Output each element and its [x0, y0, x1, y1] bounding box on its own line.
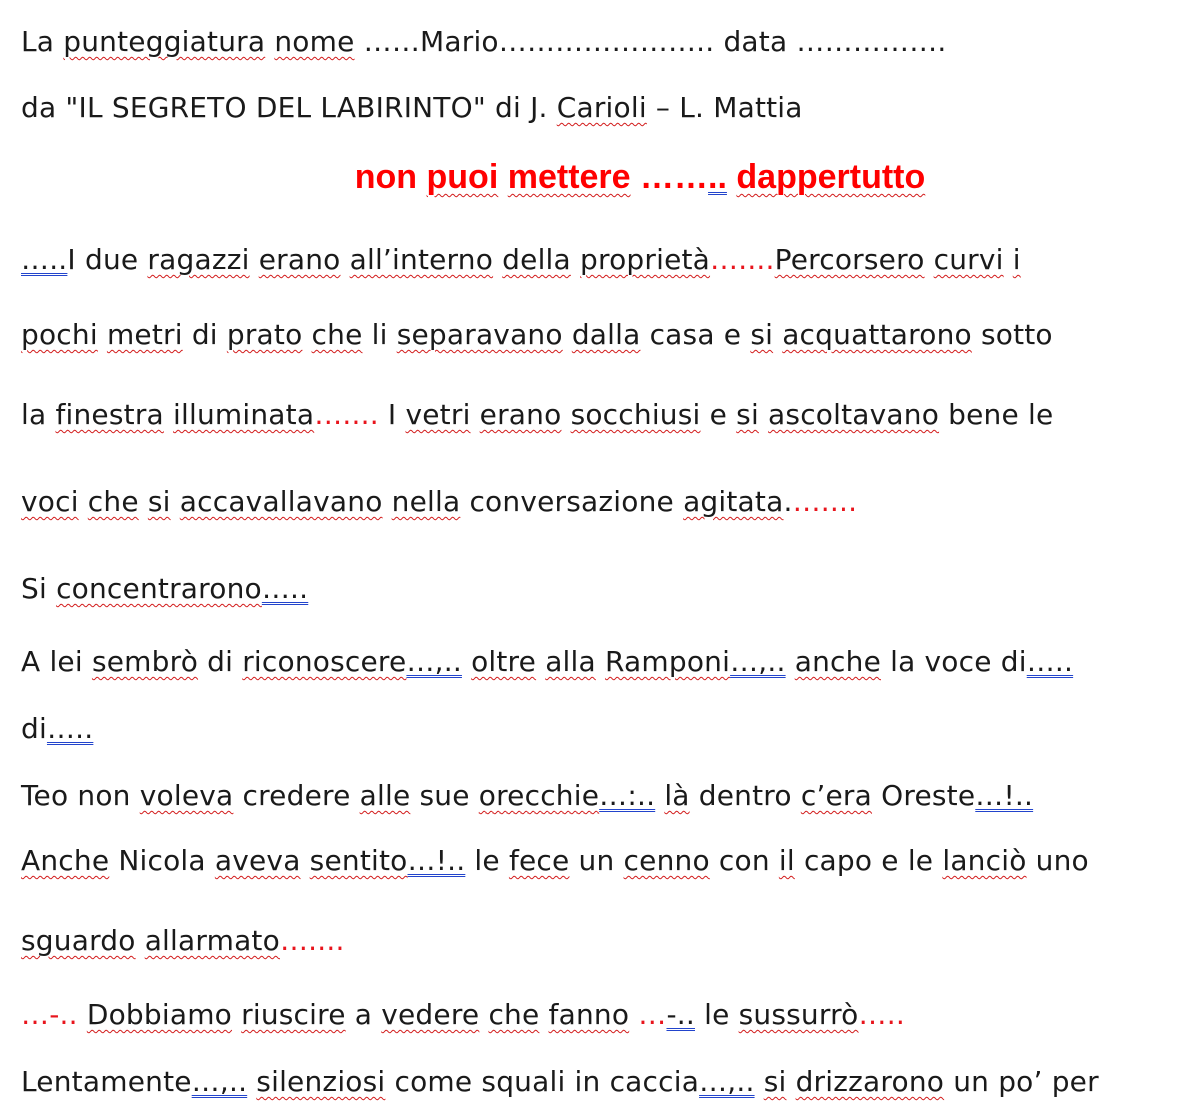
- flagged-word: il: [778, 844, 795, 877]
- text-run: Si: [21, 572, 57, 605]
- flagged-word: riuscire: [241, 998, 346, 1031]
- paragraph-line: [21, 1065, 1099, 1099]
- text-run: La: [21, 25, 64, 58]
- text-run: [164, 398, 173, 431]
- flagged-word: ascoltavano: [768, 398, 940, 431]
- text-run: la: [21, 398, 56, 431]
- flagged-word: Anche: [21, 844, 110, 877]
- text-run: [1004, 243, 1013, 276]
- flagged-word: orecchie: [478, 779, 600, 812]
- text-run: non: [354, 158, 427, 196]
- flagged-word: mettere: [507, 158, 631, 196]
- flagged-word: sentito: [309, 844, 408, 877]
- text-run: – L. Mattia: [646, 91, 803, 124]
- text-run: [232, 998, 241, 1031]
- flagged-word: che: [488, 998, 540, 1031]
- text-run: [462, 645, 471, 678]
- text-run: [561, 398, 570, 431]
- text-run: conversazione: [460, 485, 684, 518]
- paragraph-line: [21, 924, 345, 958]
- flagged-word: nella: [391, 485, 461, 518]
- flagged-word: sguardo: [21, 924, 136, 957]
- text-run: Nicola: [109, 844, 215, 877]
- flagged-word: dappertutto: [736, 158, 926, 196]
- paragraph-line: [21, 844, 1089, 878]
- text-run: [493, 243, 502, 276]
- text-run: [563, 318, 572, 351]
- paragraph-line: [21, 998, 905, 1032]
- punctuation-blank: …,..: [191, 1065, 248, 1098]
- punctuation-blank: ..: [708, 158, 727, 196]
- flagged-word: vetri: [405, 398, 471, 431]
- flagged-word: curvi: [933, 243, 1004, 276]
- flagged-word: illuminata: [173, 398, 315, 431]
- text-run: [596, 645, 605, 678]
- text-run: [755, 1065, 764, 1098]
- flagged-word: oltre: [471, 645, 537, 678]
- paragraph-line: [21, 398, 1053, 432]
- flagged-word: della: [502, 243, 571, 276]
- document-title: [0, 157, 1200, 197]
- flagged-word: anche: [794, 645, 881, 678]
- text-run: di: [198, 645, 243, 678]
- text-run: ……: [630, 158, 709, 196]
- flagged-word: all’interno: [349, 243, 494, 276]
- flagged-word: aveva: [214, 844, 301, 877]
- text-run: [571, 243, 580, 276]
- text-run: A lei: [21, 645, 92, 678]
- text-run: [265, 25, 274, 58]
- paragraph-line: [21, 243, 1021, 277]
- text-run: con: [709, 844, 779, 877]
- text-run: sotto: [971, 318, 1053, 351]
- flagged-word: si: [736, 398, 759, 431]
- text-run: [925, 243, 934, 276]
- flagged-word: si: [147, 485, 171, 518]
- text-run: [247, 1065, 256, 1098]
- text-run: credere: [233, 779, 360, 812]
- text-run: I: [378, 398, 406, 431]
- flagged-word: pochi: [21, 318, 98, 351]
- text-run: le: [695, 998, 739, 1031]
- text-run: [136, 924, 145, 957]
- text-run: [79, 485, 88, 518]
- text-run: di: [182, 318, 227, 351]
- punctuation-blank: …,..: [730, 645, 786, 678]
- punctuation-blank: …..: [21, 243, 68, 276]
- text-run: …....: [279, 924, 345, 957]
- text-run: ……Mario………………….. data …………….: [354, 25, 947, 58]
- text-run: Oreste: [872, 779, 976, 812]
- paragraph-line: [21, 572, 308, 606]
- flagged-word: vedere: [381, 998, 480, 1031]
- text-run: [536, 645, 545, 678]
- punctuation-blank: …:..: [599, 779, 656, 812]
- text-run: [302, 318, 311, 351]
- text-run: [471, 398, 480, 431]
- text-run: Lentamente: [21, 1065, 192, 1098]
- flagged-word: lanciò: [942, 844, 1027, 877]
- flagged-word: riconoscere: [242, 645, 407, 678]
- text-run: [786, 645, 795, 678]
- flagged-word: si: [763, 1065, 787, 1098]
- text-run: bene le: [939, 398, 1054, 431]
- text-run: [98, 318, 107, 351]
- text-run: di: [21, 712, 47, 745]
- text-run: [341, 243, 350, 276]
- text-run: casa e: [640, 318, 751, 351]
- flagged-word: alle: [359, 779, 411, 812]
- flagged-word: i: [1012, 243, 1021, 276]
- text-run: [139, 485, 148, 518]
- flagged-word: erano: [479, 398, 562, 431]
- flagged-word: voci: [21, 485, 79, 518]
- flagged-word: dalla: [571, 318, 641, 351]
- text-run: …....: [710, 243, 775, 276]
- paragraph-line: [21, 485, 857, 519]
- flagged-word: Percorsero: [774, 243, 925, 276]
- punctuation-blank: …..: [1026, 645, 1074, 678]
- flagged-word: finestra: [55, 398, 164, 431]
- flagged-word: puoi: [426, 158, 499, 196]
- flagged-word: c’era: [800, 779, 873, 812]
- flagged-word: acquattarono: [782, 318, 972, 351]
- punctuation-blank: …,..: [406, 645, 462, 678]
- text-run: …-..: [21, 998, 78, 1031]
- text-run: …....: [792, 485, 858, 518]
- text-run: Teo non: [21, 779, 140, 812]
- flagged-word: ragazzi: [147, 243, 250, 276]
- text-run: capo e le: [794, 844, 943, 877]
- flagged-word: socchiusi: [570, 398, 701, 431]
- text-run: la voce di: [881, 645, 1027, 678]
- flagged-word: voleva: [139, 779, 234, 812]
- flagged-word: là: [664, 779, 690, 812]
- text-run: sue: [410, 779, 479, 812]
- text-run: [655, 779, 664, 812]
- flagged-word: sembrò: [91, 645, 199, 678]
- text-run: [171, 485, 180, 518]
- flagged-word: cenno: [623, 844, 710, 877]
- flagged-word: drizzarono: [795, 1065, 945, 1098]
- punctuation-blank: …..: [261, 572, 309, 605]
- flagged-word: metri: [106, 318, 183, 351]
- text-run: dentro: [689, 779, 801, 812]
- text-run: e: [700, 398, 737, 431]
- punctuation-blank: …!..: [975, 779, 1034, 812]
- flagged-word: separavano: [396, 318, 563, 351]
- text-run: [301, 844, 310, 877]
- flagged-word: silenziosi: [256, 1065, 386, 1098]
- flagged-word: fece: [508, 844, 570, 877]
- flagged-word: Dobbiamo: [86, 998, 233, 1031]
- flagged-word: agitata: [683, 485, 784, 518]
- flagged-word: allarmato: [144, 924, 280, 957]
- punctuation-blank: …!..: [407, 844, 466, 877]
- text-run: I due: [67, 243, 148, 276]
- text-run: le: [465, 844, 509, 877]
- text-run: li: [362, 318, 397, 351]
- source-line: [21, 91, 803, 125]
- text-run: [498, 158, 507, 196]
- text-run: uno: [1026, 844, 1089, 877]
- punctuation-blank: …..: [46, 712, 94, 745]
- flagged-word: prato: [226, 318, 303, 351]
- text-run: [539, 998, 548, 1031]
- flagged-word: concentrarono: [56, 572, 262, 605]
- paragraph-line: [21, 712, 93, 746]
- flagged-word: fanno: [548, 998, 630, 1031]
- text-run: [727, 158, 736, 196]
- text-run: [773, 318, 782, 351]
- text-run: [786, 1065, 795, 1098]
- flagged-word: si: [750, 318, 774, 351]
- paragraph-line: [21, 645, 1073, 679]
- flagged-word: erano: [258, 243, 341, 276]
- flagged-word: proprietà: [580, 243, 711, 276]
- paragraph-line: [21, 779, 1033, 813]
- punctuation-blank: -..: [666, 998, 695, 1031]
- flagged-word: che: [311, 318, 363, 351]
- flagged-word: punteggiatura: [63, 25, 266, 58]
- flagged-word: Ramponi: [604, 645, 731, 678]
- text-run: [759, 398, 768, 431]
- text-run: .: [783, 485, 793, 518]
- text-run: [250, 243, 259, 276]
- text-run: …: [629, 998, 667, 1031]
- header-line: [21, 25, 947, 59]
- text-run: …....: [314, 398, 379, 431]
- flagged-word: nome: [274, 25, 355, 58]
- punctuation-blank: …,..: [699, 1065, 755, 1098]
- flagged-word: sussurrò: [738, 998, 859, 1031]
- text-run: [383, 485, 392, 518]
- text-run: un: [569, 844, 624, 877]
- text-run: a: [345, 998, 382, 1031]
- flagged-word: che: [87, 485, 139, 518]
- text-run: …..: [858, 998, 905, 1031]
- paragraph-line: [21, 318, 1053, 352]
- text-run: un po’ per: [944, 1065, 1099, 1098]
- text-run: da "IL SEGRETO DEL LABIRINTO" di J.: [21, 91, 557, 124]
- flagged-word: alla: [545, 645, 596, 678]
- flagged-word: Carioli: [556, 91, 647, 124]
- text-run: come squali in caccia: [385, 1065, 700, 1098]
- flagged-word: accavallavano: [179, 485, 383, 518]
- text-run: [78, 998, 87, 1031]
